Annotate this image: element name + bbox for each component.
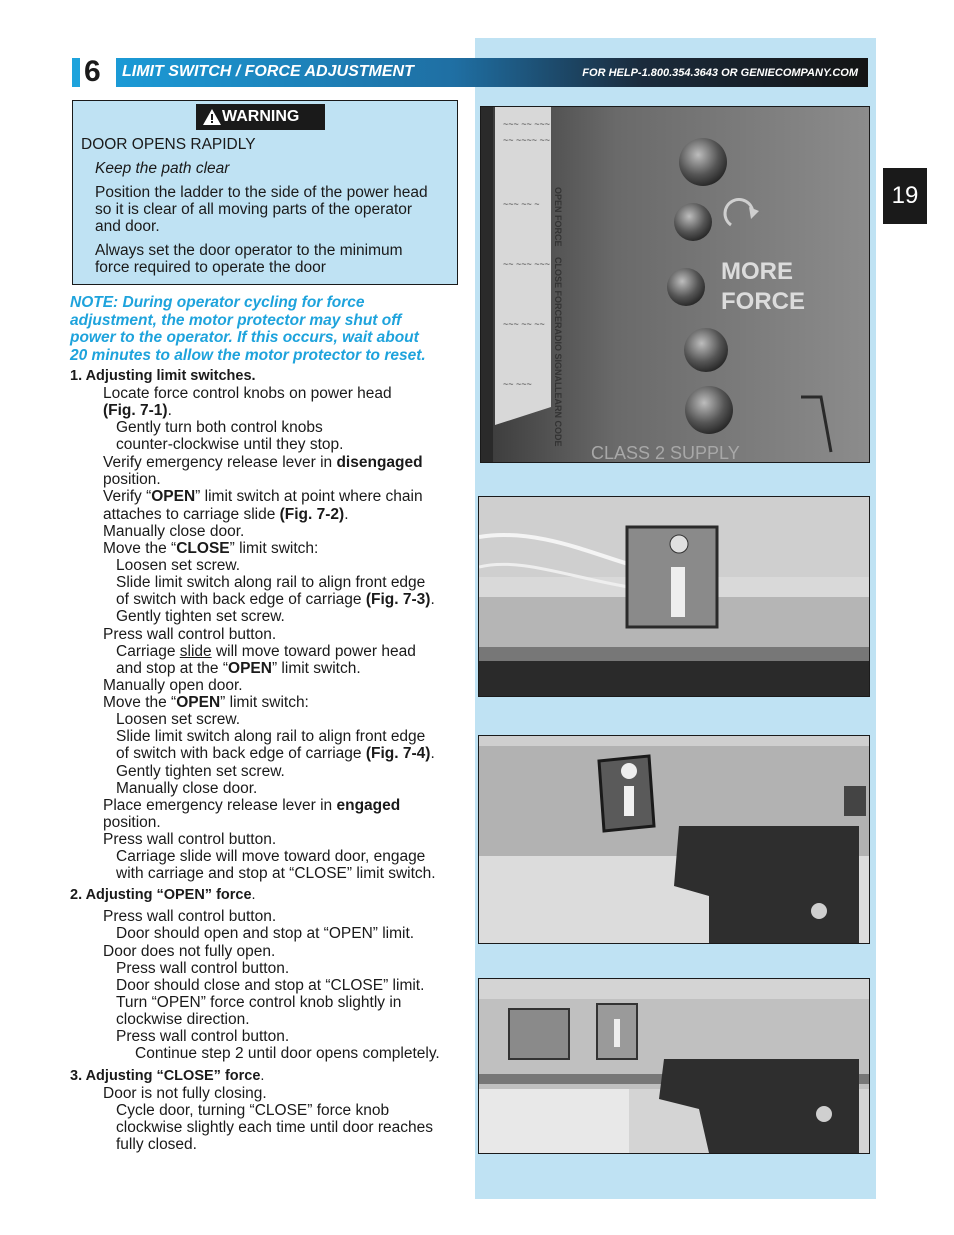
side-label: OPEN FORCE [553,187,563,247]
note-line: 20 minutes to allow the motor protector to reset. [70,346,426,364]
section-title: LIMIT SWITCH / FORCE ADJUSTMENT [122,63,414,80]
step-line: position. [103,814,161,831]
step-line: Manually close door. [103,523,245,540]
step-line: with carriage and stop at “CLOSE” limit switch. [116,865,436,882]
step-line: Door should open and stop at “OPEN” limit. [116,925,415,942]
step-line: Slide limit switch along rail to align front edge [116,574,426,591]
more-label: MORE [721,258,793,285]
svg-text:~~~ ~~ ~: ~~~ ~~ ~ [503,199,540,209]
step-line: Continue step 2 until door opens completely. [135,1045,440,1062]
warning-heading: DOOR OPENS RAPIDLY [81,136,256,153]
step-line: Press wall control button. [103,831,277,848]
svg-text:~~ ~~~: ~~ ~~~ [503,379,532,389]
svg-text:~~ ~~~ ~~~: ~~ ~~~ ~~~ [503,259,551,269]
step-line: and stop at the “OPEN” limit switch. [116,660,361,677]
step-line: attaches to carriage slide (Fig. 7-2). [103,506,349,523]
step-line: Carriage slide will move toward door, engage [116,848,426,865]
step-line: Verify emergency release lever in disengaged [103,454,423,471]
warning-text-line: Position the ladder to the side of the power head [95,184,428,201]
step3-heading: 3. Adjusting “CLOSE” force. [70,1068,265,1084]
figure-7-2-photo [478,496,870,697]
warning-text-line: so it is clear of all moving parts of the operator [95,201,413,218]
warning-text-line: force required to operate the door [95,259,326,276]
note-line: power to the operator. If this occurs, wait about [70,329,419,346]
step-line: clockwise direction. [116,1011,250,1028]
step-line: Move the “OPEN” limit switch: [103,694,309,711]
warning-triangle-icon [203,109,221,125]
step-line: Verify “OPEN” limit switch at point where chain [103,488,423,505]
svg-text:~~~ ~~ ~~~: ~~~ ~~ ~~~ [503,119,551,129]
bottom-label: CLASS 2 SUPPLY [591,443,740,462]
svg-text:~~~ ~~ ~~: ~~~ ~~ ~~ [503,319,545,329]
side-label: LEARN CODE [553,387,563,447]
step-line: (Fig. 7-1). [103,402,172,419]
step-line: Press wall control button. [116,1028,290,1045]
step-line: Gently tighten set screw. [116,608,285,625]
step-line: Press wall control button. [103,626,277,643]
step-line: Door is not fully closing. [103,1085,267,1102]
step-line: Gently turn both control knobs [116,419,323,436]
step-line: Cycle door, turning “CLOSE” force knob [116,1102,390,1119]
help-line: FOR HELP-1.800.354.3643 OR GENIECOMPANY.COM [582,67,858,79]
step-line: counter-clockwise until they stop. [116,436,344,453]
step-line: Press wall control button. [116,960,290,977]
side-label: RADIO SIGNAL [553,322,563,388]
step-line: of switch with back edge of carriage (Fig. 7-3). [116,591,435,608]
warning-text-line: Always set the door operator to the minimum [95,242,403,259]
svg-text:~~ ~~~~ ~~: ~~ ~~~~ ~~ [503,135,551,145]
step-line: Carriage slide will move toward power head [116,643,416,660]
step-line: Slide limit switch along rail to align front edge [116,728,426,745]
step-line: Door should close and stop at “CLOSE” limit. [116,977,425,994]
step-line: of switch with back edge of carriage (Fig. 7-4). [116,745,435,762]
warning-subheading: Keep the path clear [95,160,230,177]
page-number-tab: 19 [883,168,927,224]
note-line: NOTE: During operator cycling for force [70,294,365,311]
step-line: position. [103,471,161,488]
note-line: adjustment, the motor protector may shut off [70,311,402,329]
step-line: Place emergency release lever in engaged [103,797,401,814]
motor-protector-note [70,294,460,364]
warning-text-line: and door. [95,218,160,235]
step-line: Press wall control button. [103,908,277,925]
step-line: clockwise slightly each time until door reaches [116,1119,434,1136]
figure-7-4-photo [478,978,870,1154]
warning-label: WARNING [196,104,325,130]
step-line: Locate force control knobs on power head [103,385,392,402]
step-line: Manually open door. [103,677,243,694]
step-line: Manually close door. [116,780,258,797]
section-accent-bar [72,58,80,87]
figure-7-1-photo [480,106,870,463]
step-line: fully closed. [116,1136,197,1153]
step-line: Turn “OPEN” force control knob slightly in [116,994,402,1011]
step-line: Loosen set screw. [116,711,241,728]
step-line: Door does not fully open. [103,943,276,960]
section-number: 6 [84,55,101,88]
step-line: Gently tighten set screw. [116,763,285,780]
step1-heading: 1. Adjusting limit switches. [70,368,256,384]
step-line: Loosen set screw. [116,557,241,574]
step2-heading: 2. Adjusting “OPEN” force. [70,887,256,903]
step-line: Move the “CLOSE” limit switch: [103,540,319,557]
side-label: CLOSE FORCE [553,257,563,323]
force-label: FORCE [721,288,805,315]
figure-7-3-photo [478,735,870,944]
